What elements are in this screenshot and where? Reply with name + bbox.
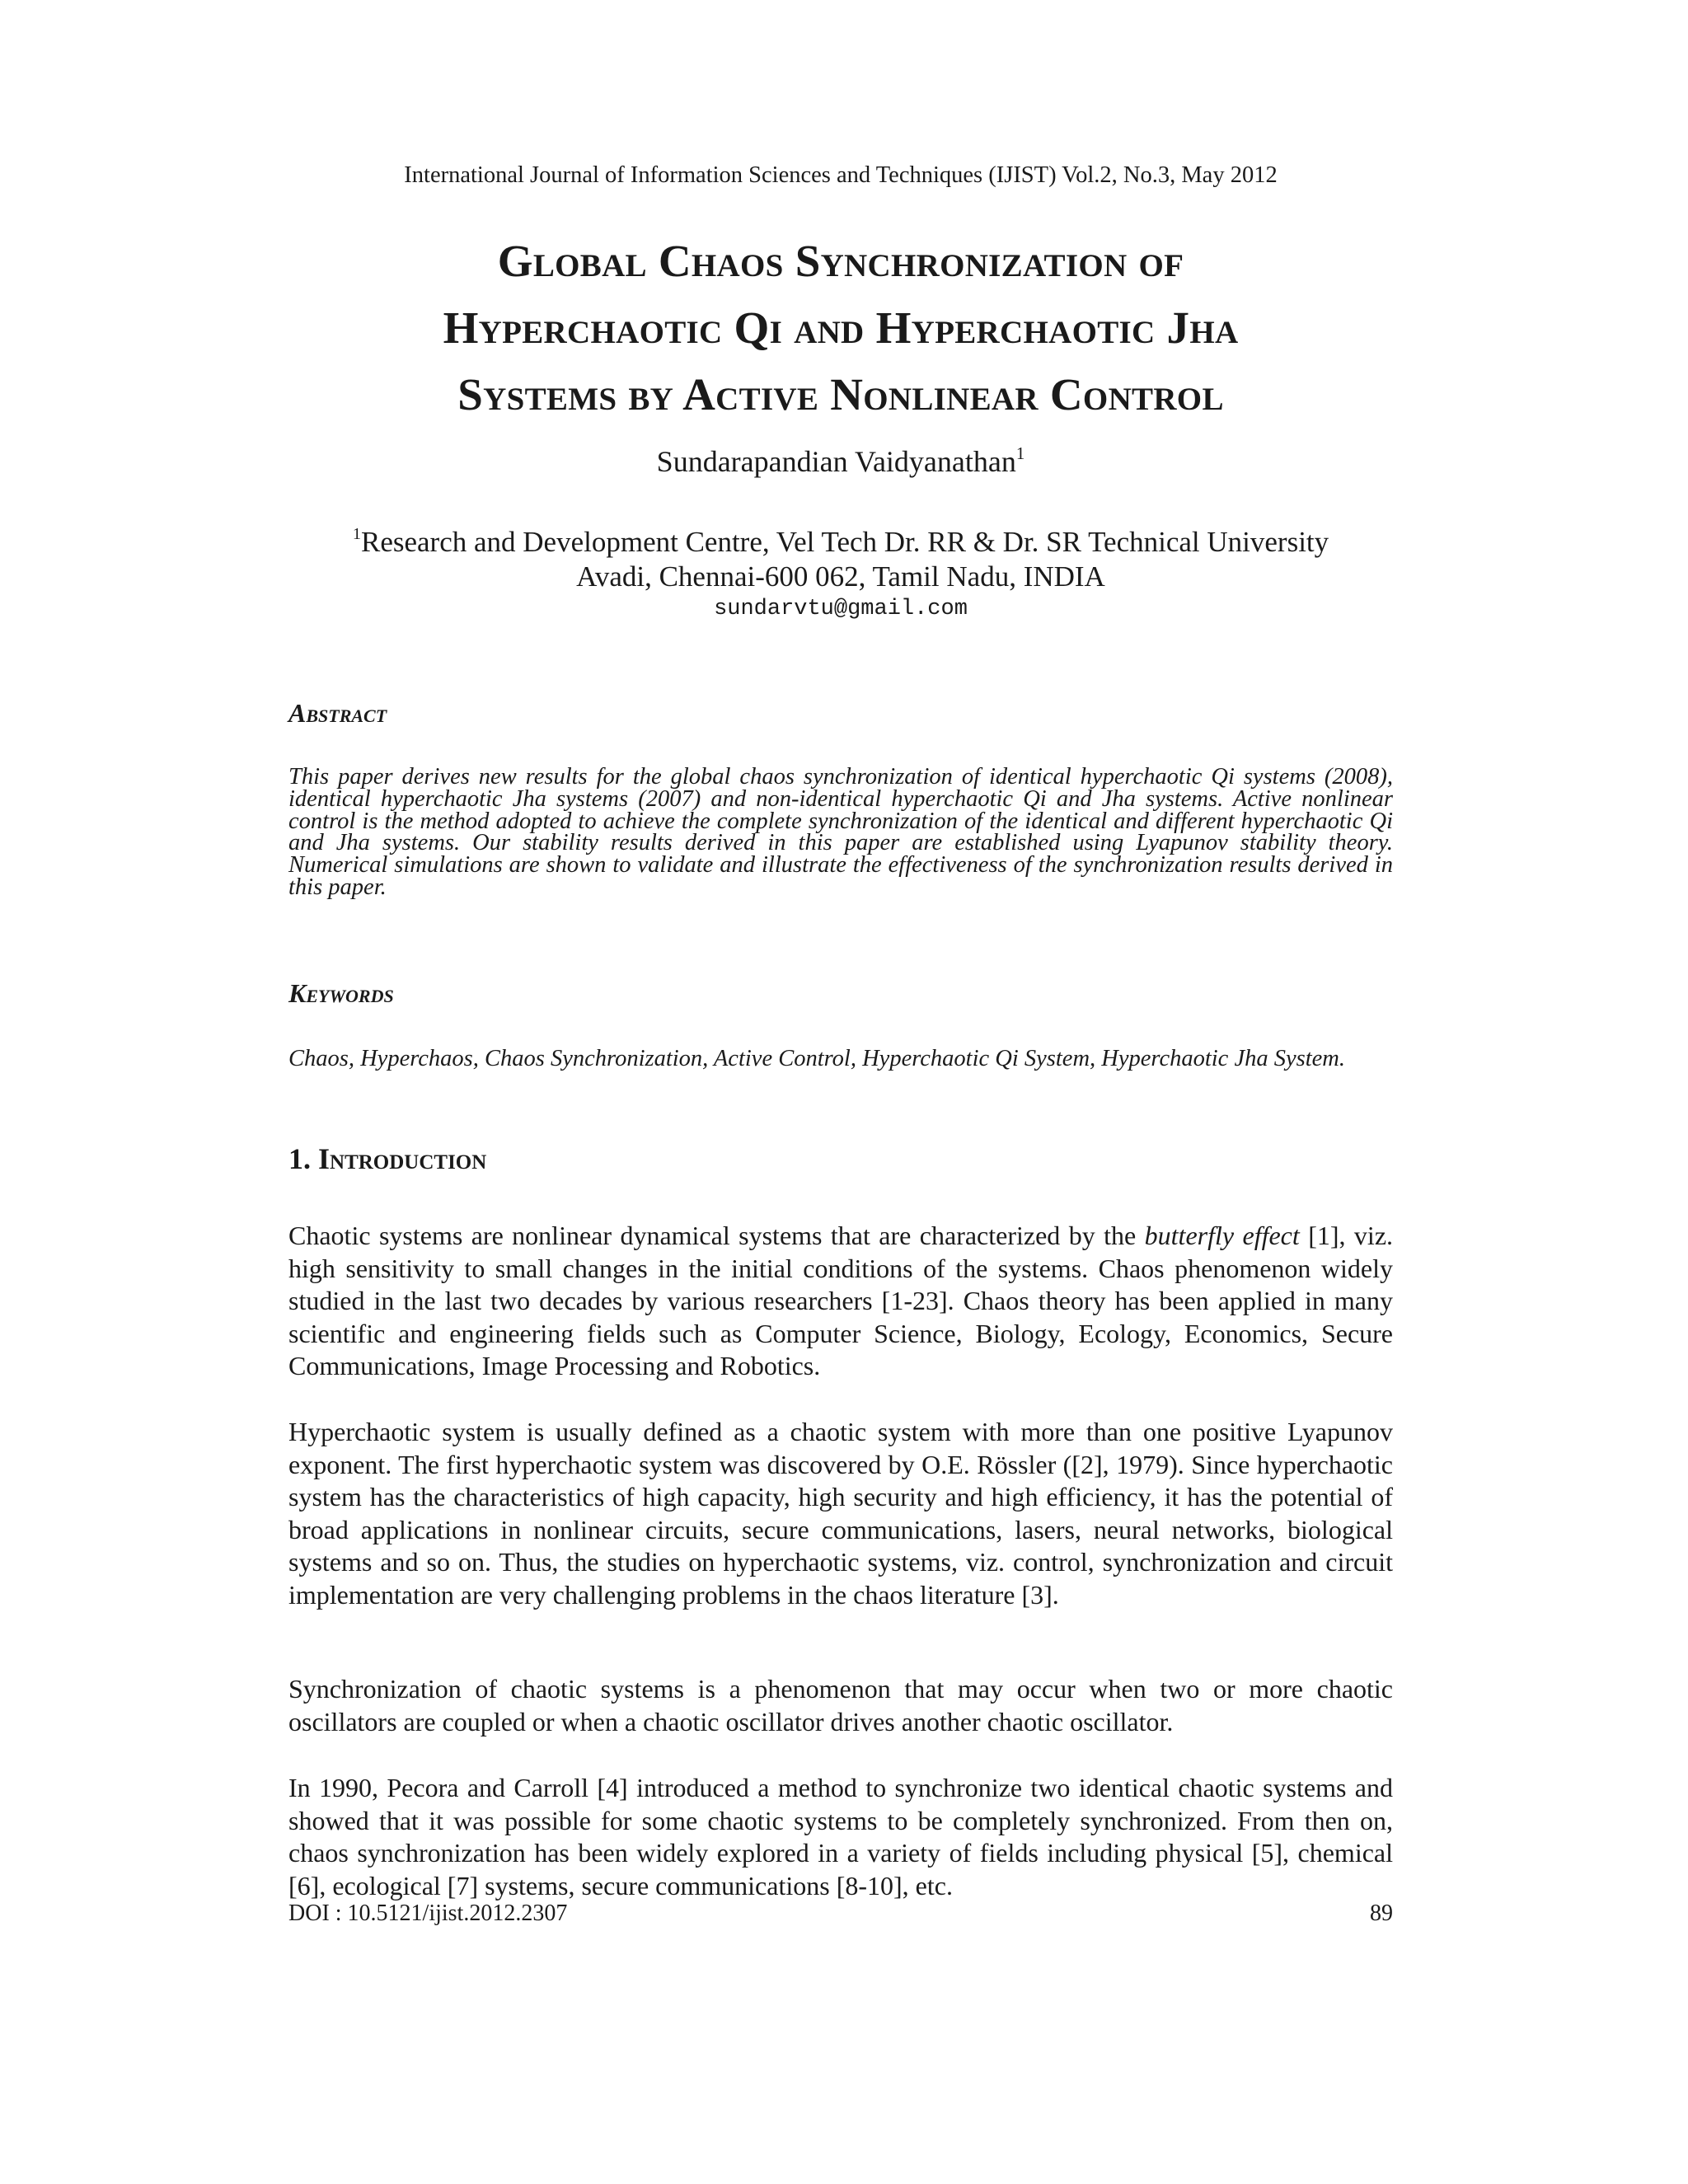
abstract-heading: Abstract	[288, 698, 387, 728]
affiliation-line-2: Avadi, Chennai-600 062, Tamil Nadu, INDIA	[576, 560, 1105, 593]
affiliation-line-1: Research and Development Centre, Vel Tech Dr. RR & Dr. SR Technical University	[360, 526, 1329, 558]
author	[288, 443, 1393, 480]
doi: DOI : 10.5121/ijist.2012.2307	[288, 1900, 568, 1926]
intro-p1-emphasis: butterfly effect	[1144, 1221, 1300, 1250]
title-line-1: Global Chaos Synchronization of	[497, 236, 1184, 286]
intro-paragraph-4: In 1990, Pecora and Carroll [4] introduced a method to synchronize two identical chaotic systems and showed that it was possible for some chaotic systems to be completely synchronized. From then on, chaos synchronization has been widely explored in a variety of fields including physical [5], chemical [6], ecological [7] systems, secure communications [8-10], etc.	[288, 1773, 1393, 1900]
paper-page	[288, 0, 1393, 2184]
affiliation	[206, 525, 1475, 594]
affiliation-marker: 1	[352, 525, 361, 544]
keywords-heading: Keywords	[288, 978, 394, 1008]
title-line-2: Hyperchaotic Qi and Hyperchaotic Jha	[443, 302, 1239, 353]
intro-paragraph-2: Hyperchaotic system is usually defined as a chaotic system with more than one positive Lyapunov exponent. The first hyperchaotic system was discovered by O.E. Rössler ([2], 1979). Since hyperchaotic system has the characteristics of high capacity, high security and high efficiency, it has the potential of broad applications in nonlinear circuits, secure communications, lasers, neural networks, biological systems and so on. Thus, the studies on hyperchaotic systems, viz. control, synchronization and circuit implementation are very challenging problems in the chaos literature [3].	[288, 1417, 1393, 1610]
author-email: sundarvtu@gmail.com	[714, 597, 968, 621]
journal-header: International Journal of Information Sciences and Techniques (IJIST) Vol.2, No.3, May 2012	[404, 162, 1278, 188]
paper-title	[165, 227, 1517, 428]
page-number: 89	[1370, 1900, 1393, 1926]
intro-p1-after: [1], viz. high sensitivity to small changes in the initial conditions of the systems. Chaos phenomenon widely studied in the last two decades by various researchers [1-23]. Chaos theory has been applied in many scientific and engineering fields such as Computer Science, Biology, Ecology, Economics, Secure Communications, Image Processing and Robotics.	[288, 1221, 1394, 1381]
intro-p1-before: Chaotic systems are nonlinear dynamical systems that are characterized by the	[288, 1221, 1145, 1250]
keywords-text: Chaos, Hyperchaos, Chaos Synchronization, Active Control, Hyperchaotic Qi System, Hyperchaotic Jha System.	[288, 1046, 1345, 1071]
author-name: Sundarapandian Vaidyanathan	[656, 445, 1016, 478]
introduction-heading: 1. Introduction	[288, 1142, 487, 1175]
author-affiliation-marker: 1	[1015, 443, 1025, 463]
intro-paragraph-1	[288, 1220, 1393, 1383]
title-line-3: Systems by Active Nonlinear Control	[457, 369, 1224, 419]
intro-paragraph-3: Synchronization of chaotic systems is a phenomenon that may occur when two or more chaotic oscillators are coupled or when a chaotic oscillator drives another chaotic oscillator.	[288, 1674, 1393, 1736]
abstract-text: This paper derives new results for the global chaos synchronization of identical hyperchaotic Qi systems (2008), identical hyperchaotic Jha systems (2007) and non-identical hyperchaotic Qi and Jha systems. Active nonlinear control is the method adopted to achieve the complete synchronization of the identical and different hyperchaotic Qi and Jha systems. Our stability results derived in this paper are established using Lyapunov stability theory. Numerical simulations are shown to validate and illustrate the effectiveness of the synchronization results derived in this paper.	[288, 764, 1393, 900]
